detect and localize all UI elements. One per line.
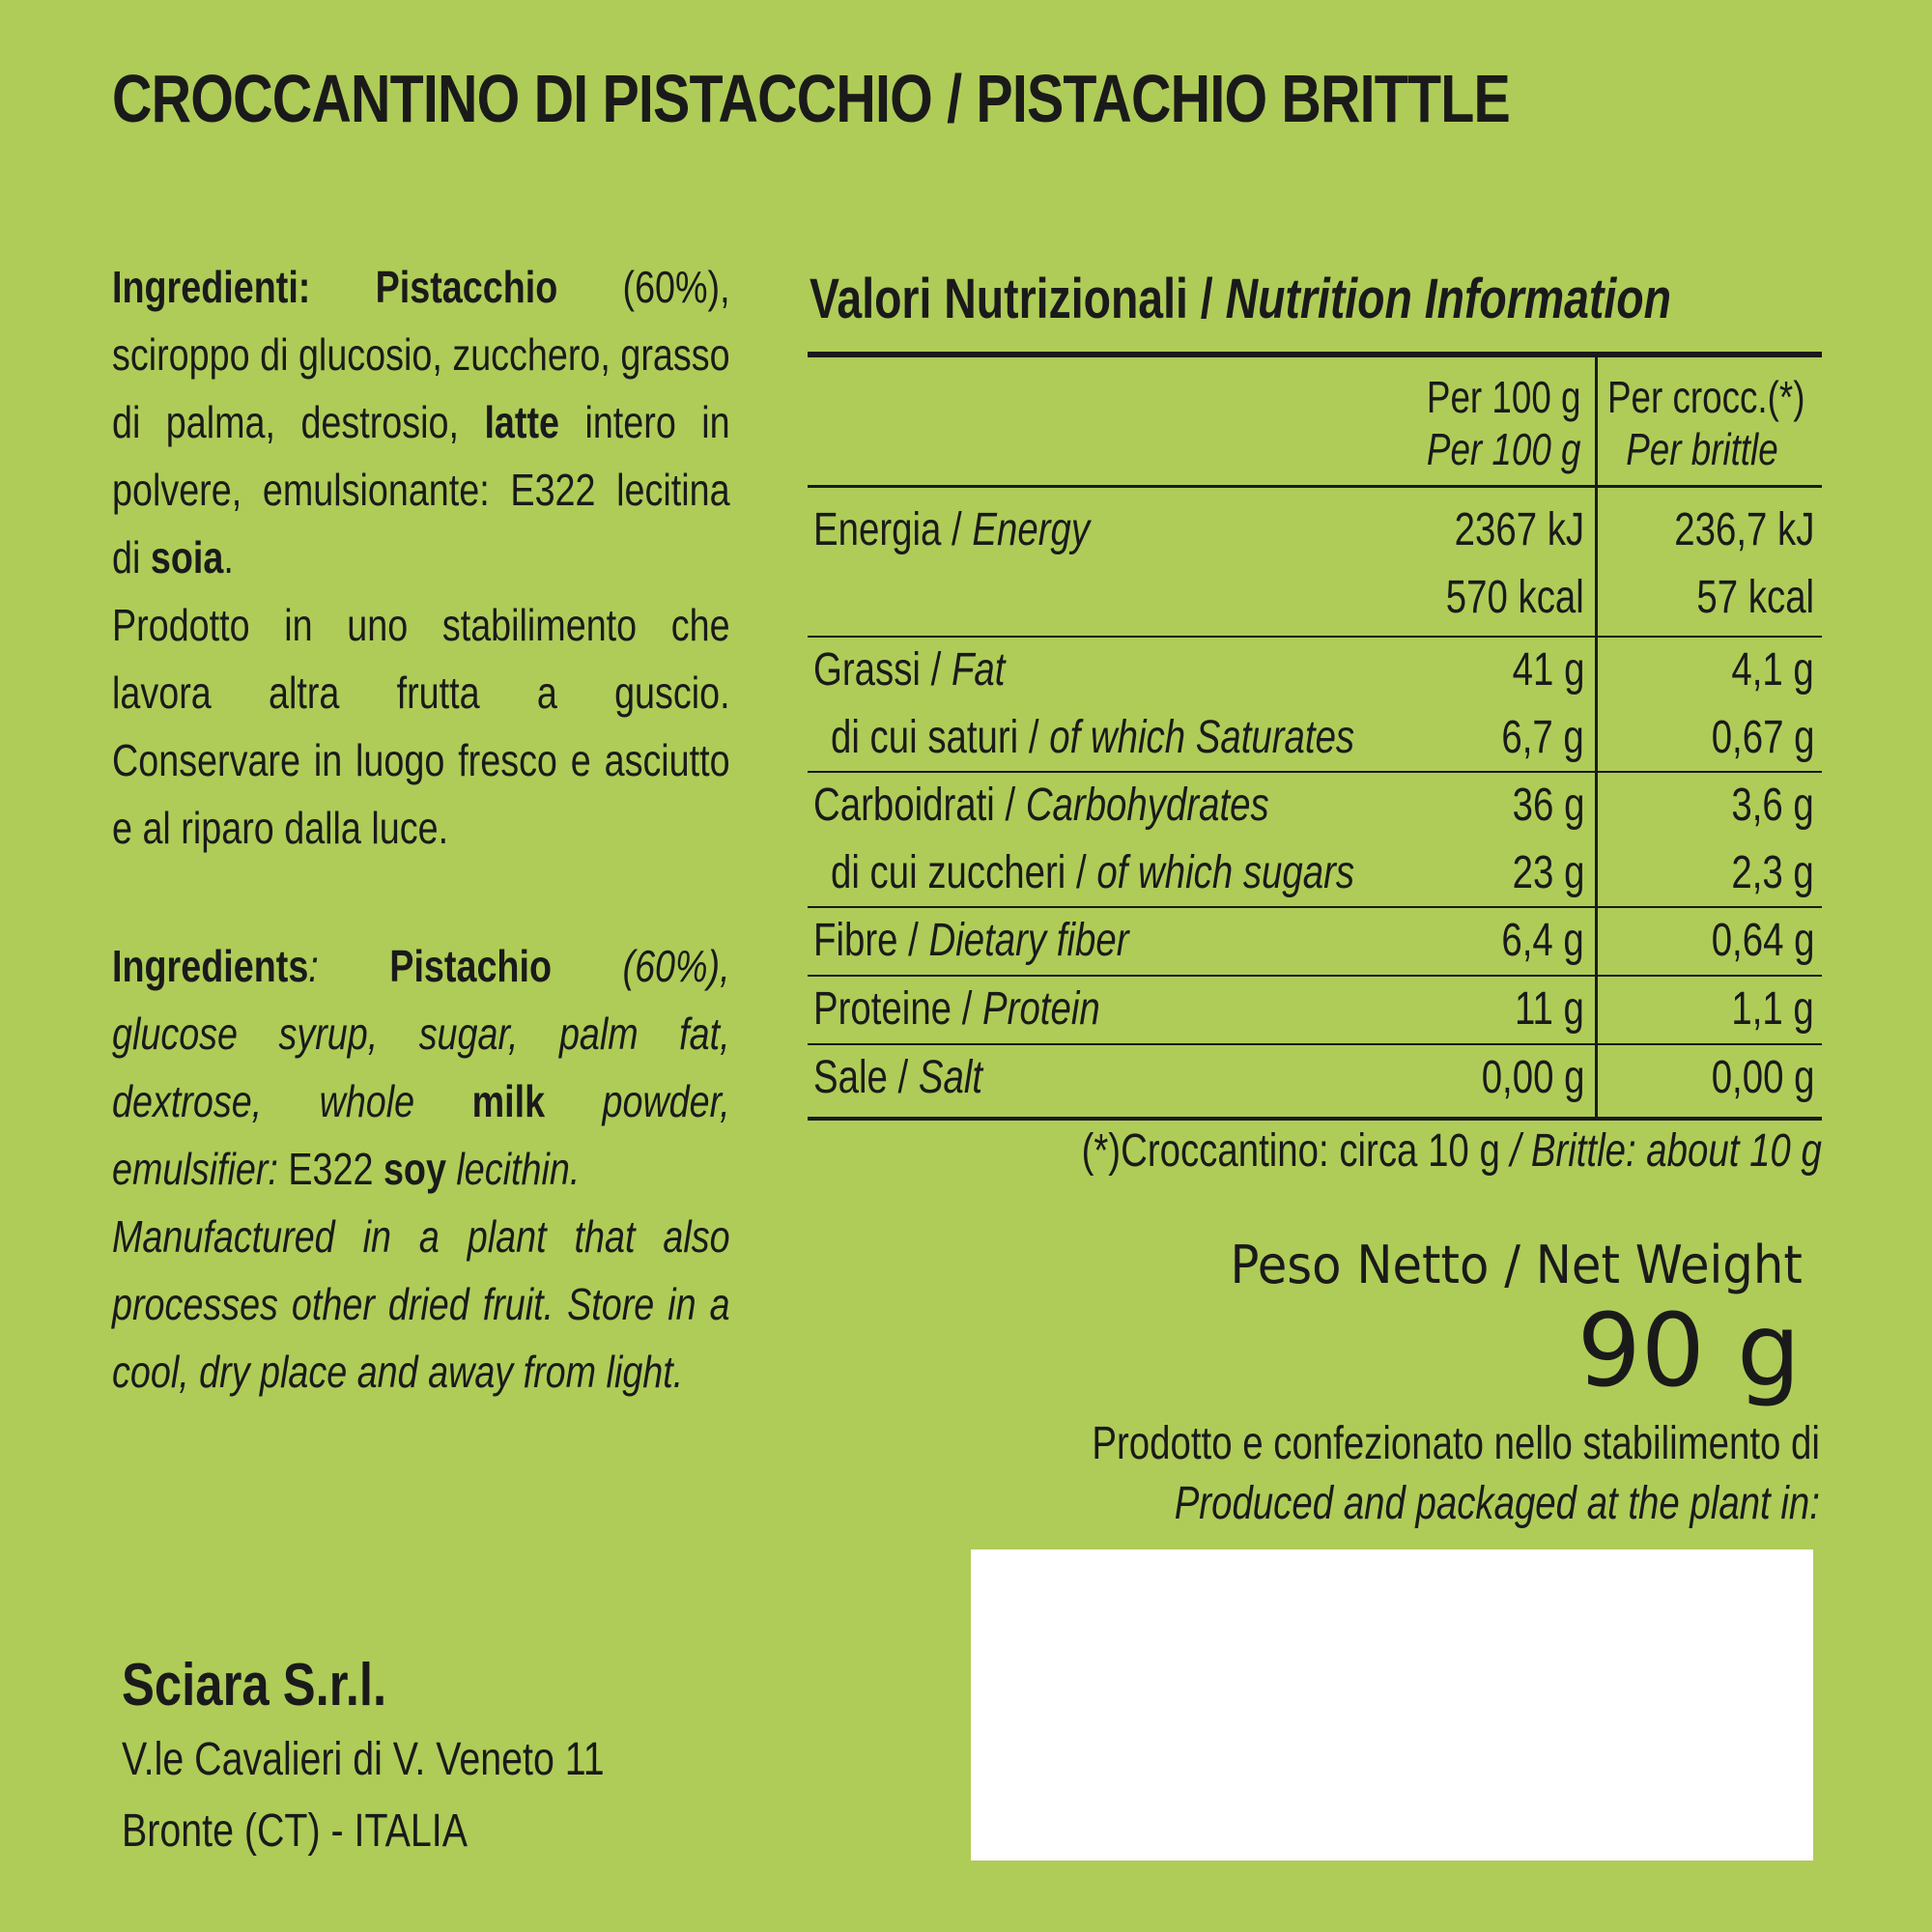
net-weight-value: 90 g [1577, 1292, 1801, 1409]
allergen-soy-en: soy [383, 1144, 446, 1194]
heading-colon-en: : [308, 941, 319, 991]
main-ingredient-en: Pistachio [389, 941, 552, 991]
allergen-soy-it: soia [150, 532, 224, 582]
ingredients-text-en-1: glucose syrup, sugar, palm fat, dextrose, whole [112, 1009, 730, 1126]
company-address-city: Bronte (CT) - ITALIA [122, 1805, 468, 1857]
column-header-per-brittle [1607, 371, 1855, 475]
row-label-en: Fat [951, 644, 1006, 696]
emulsifier-code-en: E322 [288, 1144, 374, 1194]
ingredients-text-en-3: lecithin. [456, 1144, 581, 1194]
row-value-perbrittle: 0,64 g [1711, 915, 1814, 966]
nutrition-row-energy-kcal [808, 564, 1822, 632]
row-label-en: Dietary fiber [928, 915, 1129, 966]
nutrition-row-fat [808, 637, 1822, 704]
nutrition-row-salt [808, 1044, 1822, 1112]
row-label-it: Grassi / [813, 644, 952, 696]
main-ingredient-it: Pistacchio [375, 262, 558, 312]
ingredients-text-it-3: . [223, 532, 234, 582]
table-bottom-rule [808, 1117, 1822, 1121]
nutrition-row-saturates [808, 704, 1822, 772]
header-rule [808, 485, 1822, 488]
nutrition-title [810, 267, 1671, 331]
col1-header-it: Per 100 g [1426, 372, 1580, 422]
nutrition-title-en: Nutrition Information [1225, 268, 1671, 330]
row-value-perbrittle: 4,1 g [1731, 644, 1814, 696]
ingredients-heading-it: Ingredienti: [112, 262, 311, 312]
col1-header-en: Per 100 g [1426, 424, 1580, 474]
row-value-perbrittle: 2,3 g [1731, 847, 1814, 898]
row-label-it: Sale / [813, 1052, 919, 1103]
table-top-rule [808, 352, 1822, 357]
produced-en: Produced and packaged at the plant in: [1174, 1478, 1820, 1529]
col2-header-en: Per brittle [1626, 424, 1778, 474]
row-label-it: Proteine / [813, 983, 983, 1035]
row-value-per100: 2367 kJ [1454, 504, 1584, 555]
allergen-milk-en: milk [471, 1076, 546, 1126]
row-label-it: di cui zuccheri / [831, 847, 1097, 898]
row-label-it: Fibre / [813, 915, 929, 966]
footnote-it: (*)Croccantino: circa 10 g [1081, 1125, 1500, 1177]
row-value-per100: 23 g [1512, 847, 1584, 898]
row-value-perbrittle: 57 kcal [1696, 572, 1814, 623]
produced-at-notice [1092, 1414, 1820, 1534]
nutrition-row-sugars [808, 839, 1822, 907]
row-value-perbrittle: 0,00 g [1711, 1052, 1814, 1103]
nutrition-title-it: Valori Nutrizionali / [810, 268, 1213, 330]
nutrition-row-carbohydrates [808, 772, 1822, 839]
english-ingredients [112, 932, 730, 1406]
row-label-en: Carbohydrates [1025, 780, 1269, 831]
ingredients-text-it-2: intero in polvere, emulsionante: E322 lecitina di [112, 397, 730, 582]
footnote-en: / Brittle: about 10 g [1510, 1125, 1822, 1177]
row-value-perbrittle: 3,6 g [1731, 780, 1814, 831]
row-value-perbrittle: 0,67 g [1711, 712, 1814, 763]
row-value-per100: 6,4 g [1501, 915, 1584, 966]
nutrition-row-protein [808, 976, 1822, 1043]
row-value-per100: 570 kcal [1445, 572, 1584, 623]
column-header-per-100g [1388, 371, 1580, 475]
row-value-per100: 36 g [1512, 780, 1584, 831]
storage-note-en: Manufactured in a plant that also processes other dried fruit. Store in a cool, dry place and away from light. [112, 1211, 730, 1397]
row-value-per100: 41 g [1512, 644, 1584, 696]
company-address-street: V.le Cavalieri di V. Veneto 11 [122, 1734, 605, 1785]
row-value-per100: 11 g [1515, 983, 1584, 1035]
allergen-milk-it: latte [484, 397, 560, 447]
ingredients-text-en-2: powder, emulsifier: [112, 1076, 730, 1194]
product-title: CROCCANTINO DI PISTACCHIO / PISTACHIO BRITTLE [112, 61, 1510, 136]
company-block [122, 1647, 710, 1867]
nutrition-row-fiber [808, 907, 1822, 975]
row-label-en: Protein [982, 983, 1100, 1035]
produced-it: Prodotto e confezionato nello stabilimento di [1092, 1418, 1820, 1469]
row-value-perbrittle: 1,1 g [1731, 983, 1814, 1035]
plant-stamp-box [971, 1549, 1813, 1861]
row-value-per100: 6,7 g [1501, 712, 1584, 763]
company-name: Sciara S.r.l. [122, 1652, 387, 1719]
row-value-perbrittle: 236,7 kJ [1673, 504, 1814, 555]
storage-note-it: Prodotto in uno stabilimento che lavora altra frutta a guscio. Conservare in luogo fresco e asciutto e al riparo dalla luce. [112, 600, 730, 853]
percentage-it: (60%), [622, 262, 730, 312]
row-label-it: Carboidrati / [813, 780, 1026, 831]
italian-ingredients [112, 253, 730, 862]
row-label-en: Energy [972, 504, 1091, 555]
row-label-en: of which sugars [1096, 847, 1355, 898]
row-label-en: of which Saturates [1049, 712, 1355, 763]
row-label-en: Salt [918, 1052, 983, 1103]
row-value-per100: 0,00 g [1481, 1052, 1584, 1103]
net-weight-label: Peso Netto / Net Weight [1230, 1235, 1803, 1295]
ingredients-text-it-1: sciroppo di glucosio, zucchero, grasso di palma, destrosio, [112, 329, 730, 447]
nutrition-row-energy-kj [808, 497, 1822, 564]
percentage-en: (60%), [622, 941, 730, 991]
portion-footnote [1082, 1122, 1822, 1180]
ingredients-heading-en: Ingredients [112, 941, 309, 991]
col2-header-it: Per crocc.(*) [1607, 372, 1805, 422]
row-label-it: Energia / [813, 504, 973, 555]
row-label-it: di cui saturi / [831, 712, 1050, 763]
